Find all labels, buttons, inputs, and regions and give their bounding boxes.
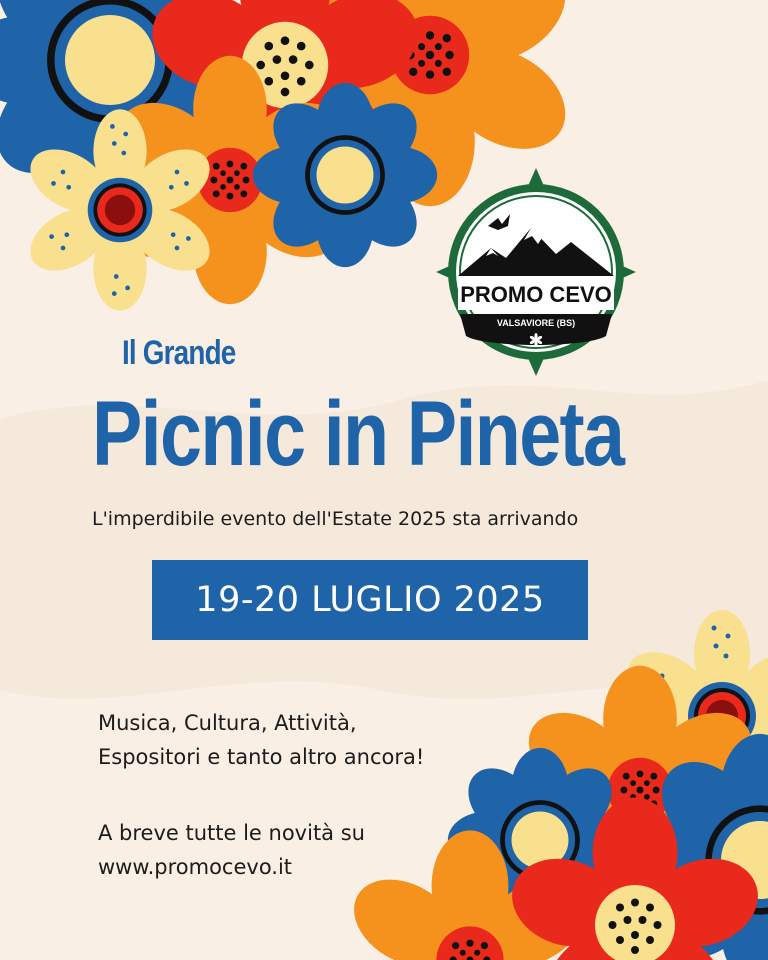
details-block [98,706,424,774]
tagline: L'imperdibile evento dell'Estate 2025 sta arrivando [92,508,579,530]
details-line-1: Musica, Cultura, Attività, [98,711,357,735]
details-line-2: Espositori e tanto altro ancora! [98,745,425,769]
date-banner [152,560,588,640]
event-title: Picnic in Pineta [92,383,624,485]
website-link[interactable]: www.promocevo.it [98,855,293,879]
promo-cevo-logo [436,168,636,376]
event-date: 19-20 LUGLIO 2025 [195,580,545,620]
pre-title: Il Grande [122,334,236,372]
logo-name: PROMO CEVO [460,282,612,307]
logo-location: VALSAVIORE (BS) [496,318,576,328]
news-line-1: A breve tutte le novità su [98,821,365,845]
news-block [98,816,365,884]
